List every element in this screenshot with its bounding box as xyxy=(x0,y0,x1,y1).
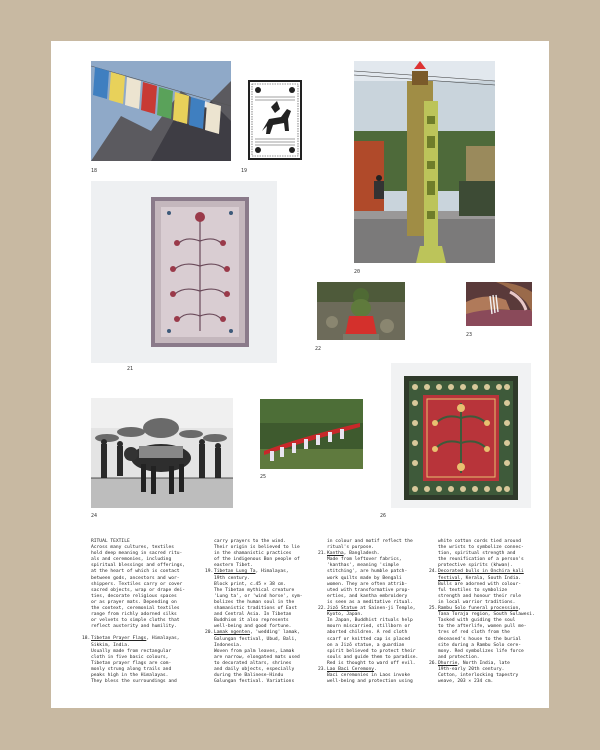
entry-line: site during a Rambu Solo cere- xyxy=(438,642,521,648)
bulls-procession-photo xyxy=(91,398,233,508)
entry-title: Dhurrie xyxy=(438,660,458,666)
entry-line: tres of red cloth from the xyxy=(438,630,510,636)
entry-line: Galungan festival. Variations xyxy=(214,679,295,685)
entry-line: Tibetan prayer flags are com- xyxy=(91,660,172,666)
intro-line: sacred objects, wrap or drape dei- xyxy=(91,587,186,593)
entry-line: bolizes the human soul in the xyxy=(214,599,295,605)
entry-line: deceased's house to the burial xyxy=(438,636,521,642)
text-column-4 xyxy=(429,539,542,685)
entry-line: in local warrior traditions. xyxy=(438,599,516,605)
entry-line: and daily objects, especially xyxy=(214,666,295,672)
text-line: white cotton cords tied around xyxy=(438,539,521,544)
intro-line: spiritual blessings and offerings, xyxy=(91,563,186,569)
figure-20-label: 20 xyxy=(354,269,361,275)
entry-title-rest: , North India, late xyxy=(457,660,510,666)
entry-line: to the afterlife, women pull me- xyxy=(438,624,527,630)
entry-title: Jizō Statue xyxy=(327,606,358,612)
entry-line: mourn miscarried, stillborn or xyxy=(327,624,410,630)
entry-line: 'Lung ta', or 'wind horse', sym- xyxy=(214,593,303,599)
entry-number: 26. xyxy=(429,660,438,666)
entry-line: souls and guide them to paradise. xyxy=(327,654,419,660)
entry-line: ful textiles to symbolize xyxy=(438,587,508,593)
figure-24-label: 24 xyxy=(91,513,98,519)
intro-line: reflect austerity and humility. xyxy=(91,624,177,630)
entry-line: Indonesia. xyxy=(214,642,242,648)
funeral-procession-photo xyxy=(260,399,363,469)
caption-entry-18 xyxy=(82,636,195,685)
entry-line: Usually made from rectangular xyxy=(91,648,172,654)
caption-entry-19 xyxy=(205,569,318,630)
entry-line: stitching', are humble patch- xyxy=(327,569,408,575)
entry-line: Bulls are adorned with colour- xyxy=(438,581,521,587)
text-column-2 xyxy=(205,539,318,685)
figure-24-decorated-bulls xyxy=(91,398,233,508)
entry-line: Made from leftover fabrics, xyxy=(327,557,402,563)
text-line: Their origin is believed to lie xyxy=(214,545,300,551)
entry-line: 19th-early 20th century. xyxy=(438,666,505,672)
entry-line: to decorated altars, shrines xyxy=(214,660,292,666)
entry-line: They bless the surroundings and xyxy=(91,679,177,685)
entry-line: are narrow, elongated mats used xyxy=(214,654,300,660)
entry-line: Galungan festival, Ubud, Bali, xyxy=(214,636,297,642)
entry-line: Kyoto, Japan. xyxy=(327,612,363,618)
entry-line: well-being and good fortune. xyxy=(214,624,292,630)
entry-title-rest: , xyxy=(518,606,521,612)
entry-title: Decorated bulls in Onchira kali xyxy=(438,569,524,575)
figure-25-rambu-solo-procession xyxy=(260,399,363,469)
figure-22-label: 22 xyxy=(315,346,322,352)
caption-entry-26 xyxy=(429,660,542,685)
entry-number: 20. xyxy=(205,630,214,636)
entry-line: monly strung along trails and xyxy=(91,666,172,672)
text-line: ritual's purpose. xyxy=(327,545,375,551)
entry-title: Kantha xyxy=(327,551,344,557)
entry-title-continued: festival xyxy=(438,575,461,581)
entry-number: 22. xyxy=(318,606,327,612)
intro-line: hold deep meaning in sacred ritu- xyxy=(91,551,183,557)
book-page xyxy=(51,41,549,708)
entry-title-rest: , Himalayas, xyxy=(146,636,180,642)
entry-line: is seen as a meditative ritual. xyxy=(327,599,413,605)
entry-line: mony. Red symbolizes life force xyxy=(438,648,524,654)
caption-entry-20 xyxy=(205,630,318,685)
entry-line: Red is thought to ward off evil. xyxy=(327,660,416,666)
baci-hands-photo xyxy=(466,282,532,326)
entry-line: The Tibetan mythical creature xyxy=(214,587,295,593)
text-column-3 xyxy=(318,539,431,685)
entry-line: strength and honour their role xyxy=(438,593,521,599)
figure-22-jizo-statue xyxy=(317,282,405,340)
entry-title: Lamak ngenten xyxy=(214,630,250,636)
caption-entry-22 xyxy=(318,606,431,667)
figure-23-baci-ceremony xyxy=(466,282,532,326)
text-line: in colour and motif reflect the xyxy=(327,539,413,544)
figure-23-label: 23 xyxy=(466,332,473,338)
figure-21-label: 21 xyxy=(127,366,134,372)
entry-number: 23. xyxy=(318,666,327,672)
caption-entry-25 xyxy=(429,606,542,661)
entry-line: peaks high in the Himalayas. xyxy=(91,672,169,678)
entry-line: spirit believed to protect their xyxy=(327,648,416,654)
entry-line: Buddhism it also represents xyxy=(214,618,289,624)
entry-line: aborted children. A red cloth xyxy=(327,630,408,636)
figure-19-lung-ta-print xyxy=(247,79,303,161)
entry-title-rest: , Kerala, South India. xyxy=(460,575,521,581)
figure-20-lamak xyxy=(354,61,495,263)
jizo-statue-photo xyxy=(317,282,405,340)
text-line: in the shamanistic practices xyxy=(214,551,292,557)
entry-line: uted with transformative prop- xyxy=(327,587,410,593)
text-line: tion, spiritual strength and xyxy=(438,551,516,557)
entry-title-rest: at Sainen-ji Temple, xyxy=(357,606,416,612)
entry-line: Sikkim, India. xyxy=(91,642,130,648)
figure-21-kantha xyxy=(91,181,277,363)
figure-26-dhurrie xyxy=(391,363,531,508)
entry-line: shamanistic traditions of East xyxy=(214,606,297,612)
caption-entry-23 xyxy=(318,666,431,685)
entry-title: Lao Baci Ceremony xyxy=(327,666,375,672)
figure-26-label: 26 xyxy=(380,513,387,519)
entry-line: Baci ceremonies in Laos invoke xyxy=(327,673,410,679)
entry-line: and Central Asia. In Tibetan xyxy=(214,612,292,618)
entry-line: weave, 203 × 234 cm. xyxy=(438,679,494,685)
entry-line: work quilts made by Bengali xyxy=(327,575,402,581)
entry-number: 18. xyxy=(82,636,91,642)
intro-line: between gods, ancestors and wor- xyxy=(91,575,180,581)
entry-line: and protection. xyxy=(438,654,480,660)
text-line: protective spirits (khwan). xyxy=(438,563,513,569)
entry-title: Rambu Solo funeral procession xyxy=(438,606,519,612)
figure-25-label: 25 xyxy=(260,474,267,480)
entry-line: Tasked with guiding the soul xyxy=(438,618,516,624)
entry-line: erties, and kantha embroidery xyxy=(327,593,408,599)
entry-title: Tibetan Prayer Flags xyxy=(91,636,147,642)
entry-number: 21. xyxy=(318,551,327,557)
intro-line: the context, ceremonial textiles xyxy=(91,606,180,612)
text-line: of the indigenous Bon people of xyxy=(214,557,300,563)
entry-number: 19. xyxy=(205,569,214,575)
intro-line: Across many cultures, textiles xyxy=(91,545,174,551)
entry-line: Woven from palm leaves, Lamak xyxy=(214,648,295,654)
intro-line: or velvets to simple cloths that xyxy=(91,618,180,624)
entry-line: women. They are often attrib- xyxy=(327,581,408,587)
caption-entry-24 xyxy=(429,569,542,606)
entry-line: well-being and protection using xyxy=(327,679,413,685)
caption-entry-21 xyxy=(318,551,431,606)
entry-title-rest: . xyxy=(374,666,377,672)
entry-number: 24. xyxy=(429,569,438,575)
figure-18-label: 18 xyxy=(91,168,98,174)
entry-line: during the Balinese-Hindu xyxy=(214,673,284,679)
intro-line: or as prayer mats. Depending on xyxy=(91,599,177,605)
figure-18-prayer-flags xyxy=(91,61,231,161)
intro-line: at the heart of which is contact xyxy=(91,569,180,575)
prayer-flags-photo xyxy=(91,61,231,161)
entry-title: Tibetan Lung Ta xyxy=(214,569,256,575)
entry-title-rest: , Himalayas, xyxy=(255,569,289,575)
entry-line: scarf or knitted cap is placed xyxy=(327,636,410,642)
entry-title-rest: , Bangladesh. xyxy=(343,551,380,557)
text-line: the reunification of a person's xyxy=(438,557,524,563)
entry-line: Block print, c.45 × 38 cm. xyxy=(214,581,286,587)
entry-line: cloth in five basic colours, xyxy=(91,654,169,660)
lamak-photo xyxy=(354,61,495,263)
section-heading: RITUAL TEXTILE xyxy=(91,539,130,544)
entry-line: In Japan, Buddhist rituals help xyxy=(327,618,413,624)
text-line: eastern Tibet. xyxy=(214,563,253,569)
entry-line: on a Jizō statue, a guardian xyxy=(327,642,405,648)
block-print-image xyxy=(247,79,303,161)
intro-line: ties, decorate religious spaces xyxy=(91,593,177,599)
entry-line: 19th century. xyxy=(214,575,250,581)
kantha-quilt-image xyxy=(91,181,277,363)
text-column-1 xyxy=(82,539,195,685)
entry-number: 25. xyxy=(429,606,438,612)
entry-line: Tana Toraja region, South Sulawesi. xyxy=(438,612,535,618)
entry-line: Cotton, interlocking tapestry xyxy=(438,673,519,679)
intro-line: range from richly adorned silks xyxy=(91,612,177,618)
entry-title-rest: , 'wedding' lamak, xyxy=(249,630,300,636)
intro-line: shippers. Textiles carry or cover xyxy=(91,581,183,587)
text-line: the wrists to symbolize connec- xyxy=(438,545,524,551)
figure-19-label: 19 xyxy=(241,168,248,174)
entry-line: 'kanthas', meaning 'simple xyxy=(327,563,399,569)
intro-line: als and ceremonies, including xyxy=(91,557,172,563)
dhurrie-textile-image xyxy=(391,363,531,508)
text-line: carry prayers to the wind. xyxy=(214,539,286,544)
